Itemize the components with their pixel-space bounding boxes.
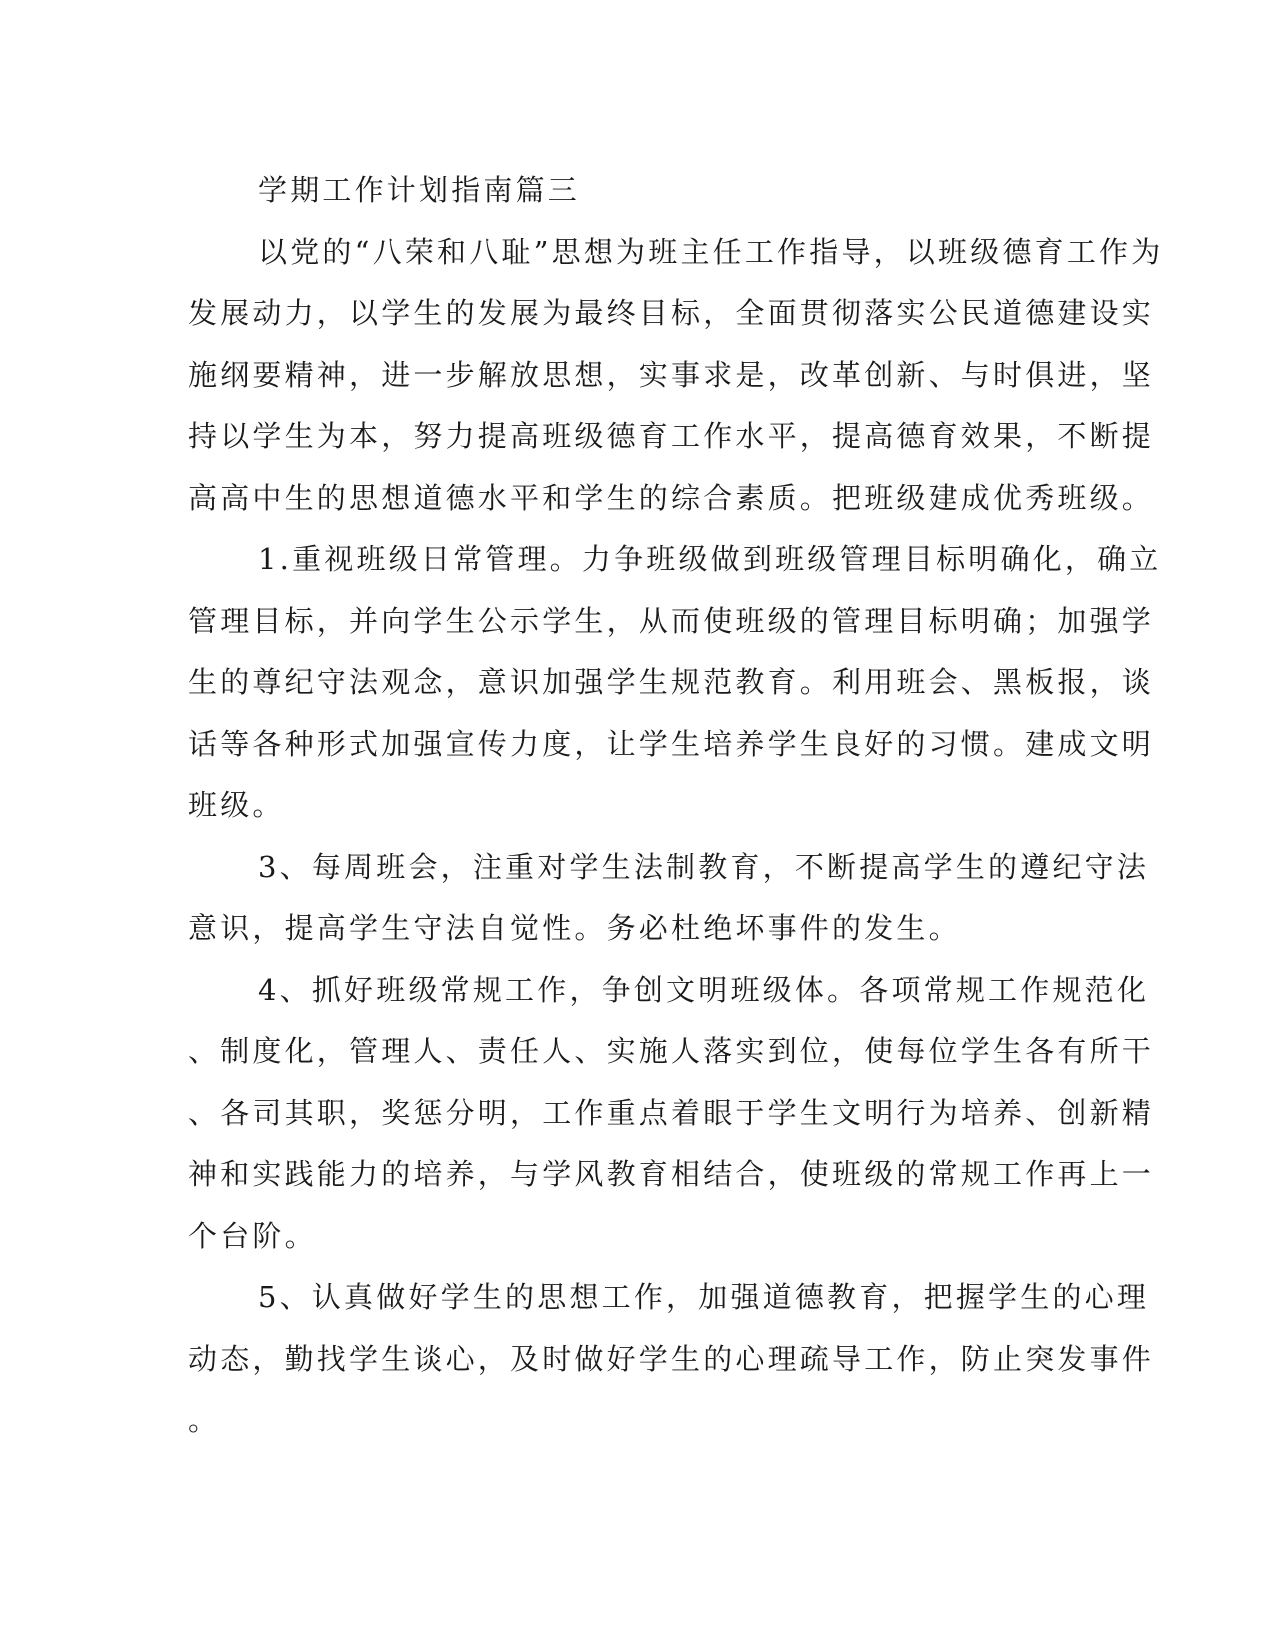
- paragraph-line: 班级。: [188, 788, 285, 822]
- paragraph-5: [188, 1267, 1155, 1452]
- paragraph-line: 话等各种形式加强宣传力度，让学生培养学生良好的习惯。建成文明: [188, 726, 1155, 761]
- paragraph-3: [188, 837, 1150, 960]
- paragraph-line: 发展动力，以学生的发展为最终目标，全面贯彻落实公民道德建设实: [188, 296, 1155, 330]
- paragraph-line: 神和实践能力的培养，与学风教育相结合，使班级的常规工作再上一: [188, 1157, 1155, 1191]
- paragraph-line: 以党的“八荣和八耻”思想为班主任工作指导，以班级德育工作为: [258, 234, 1164, 269]
- paragraph-line: 个台阶。: [188, 1218, 317, 1253]
- paragraph-line: 持以学生为本，努力提高班级德育工作水平，提高德育效果，不断提: [188, 419, 1155, 453]
- paragraph-line: 5、认真做好学生的思想工作，加强道德教育，把握学生的心理: [258, 1280, 1150, 1314]
- paragraph-line: 、各司其职，奖惩分明，工作重点着眼于学生文明行为培养、创新精: [188, 1095, 1155, 1130]
- paragraph-line: 生的尊纪守法观念，意识加强学生规范教育。利用班会、黑板报，谈: [188, 665, 1155, 699]
- paragraph-1: [188, 222, 1164, 530]
- paragraph-4: [188, 960, 1155, 1268]
- paragraph-line: 高高中生的思想道德水平和学生的综合素质。把班级建成优秀班级。: [188, 480, 1155, 515]
- paragraph-line: 动态，勤找学生谈心，及时做好学生的心理疏导工作，防止突发事件: [188, 1341, 1155, 1376]
- paragraph-line: 4、抓好班级常规工作，争创文明班级体。各项常规工作规范化: [258, 972, 1150, 1007]
- paragraph-line: 意识，提高学生守法自觉性。务必杜绝坏事件的发生。: [188, 911, 961, 945]
- paragraph-line: 1.重视班级日常管理。力争班级做到班级管理目标明确化，确立: [258, 542, 1162, 576]
- paragraph-line: 管理目标，并向学生公示学生，从而使班级的管理目标明确；加强学: [188, 603, 1155, 638]
- paragraph-line: 3、每周班会，注重对学生法制教育，不断提高学生的遵纪守法: [258, 849, 1150, 884]
- paragraph-line: 、制度化，管理人、责任人、实施人落实到位，使每位学生各有所干: [188, 1034, 1155, 1068]
- document-body: [188, 160, 1164, 1452]
- paragraph-line: 。: [188, 1403, 221, 1437]
- document-title: 学期工作计划指南篇三: [258, 173, 581, 207]
- paragraph-2: [188, 529, 1162, 837]
- paragraph-line: 施纲要精神，进一步解放思想，实事求是，改革创新、与时俱进，坚: [188, 357, 1155, 392]
